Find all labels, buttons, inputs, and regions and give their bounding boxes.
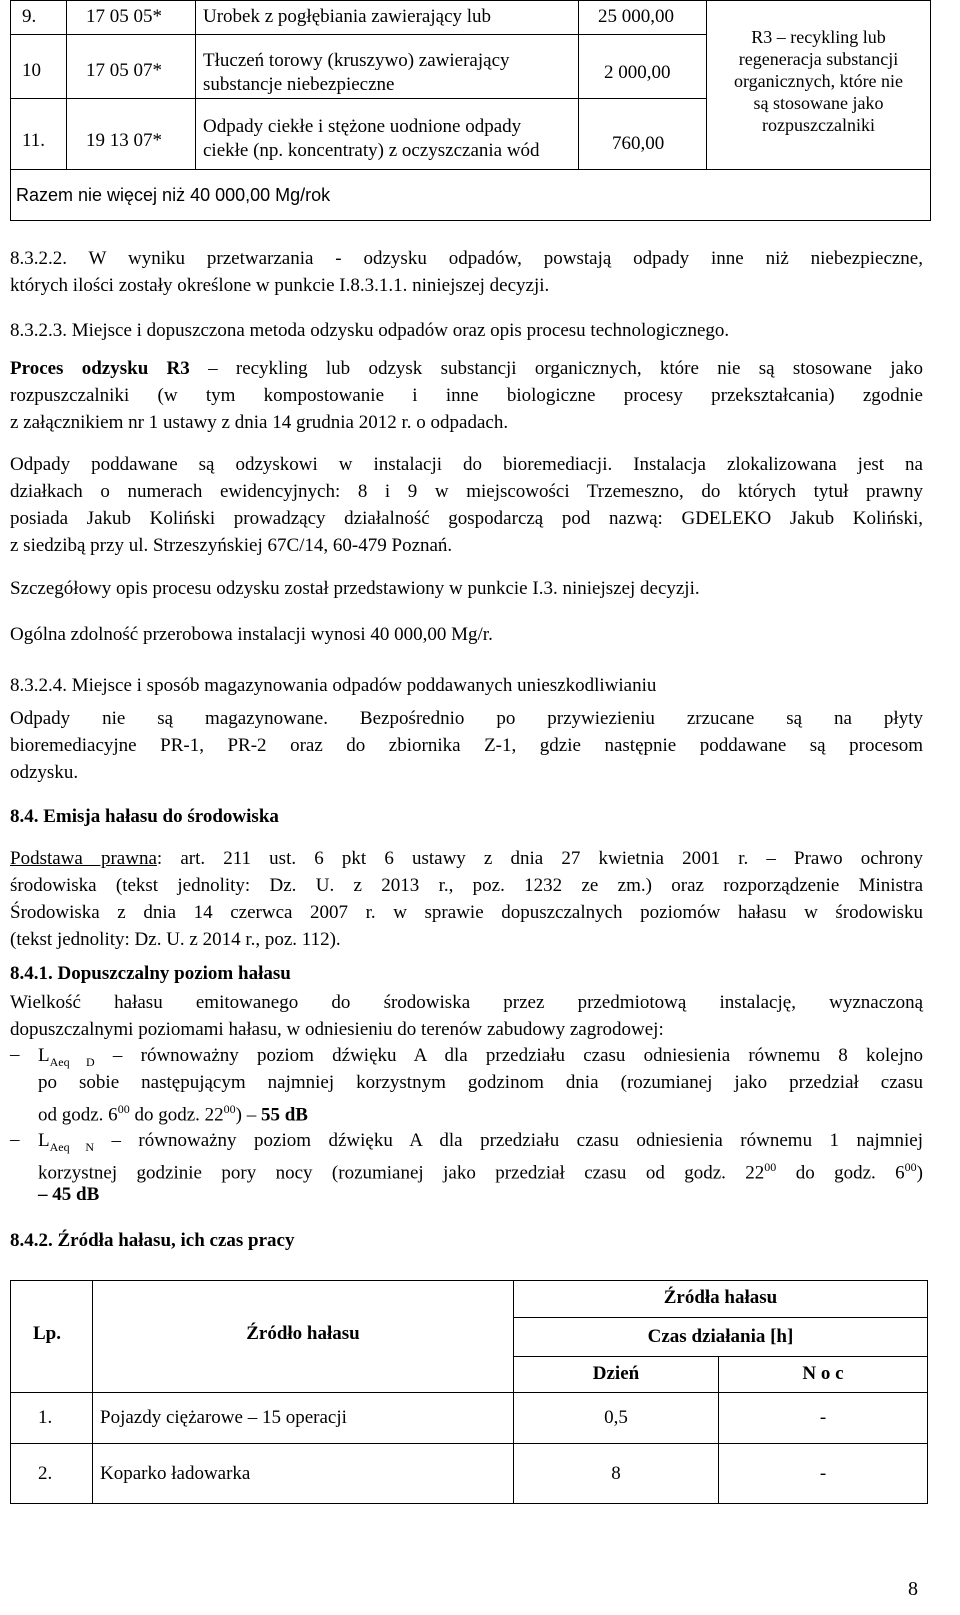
table-row-source: Pojazdy ciężarowe – 15 operacji (100, 1407, 347, 1428)
process-paragraph: Proces odzysku R3 – recykling lub odzysk substancji organicznych, które nie są stosowane jako rozpuszczalniki (w tym kompostowanie i inne biologiczne procesy przekształcania) zgodnie z załącznikiem nr 1 ustawy z dnia 14 grudnia 2012 r. o odpadach. (10, 358, 923, 433)
page-number: 8 (908, 1578, 918, 1600)
section-heading: 8.3.2.3. Miejsce i dopuszczona metoda odzysku odpadów oraz opis procesu technologicznego. (10, 320, 730, 341)
table-row-day: 8 (611, 1463, 621, 1484)
capacity-paragraph: Ogólna zdolność przerobowa instalacji wynosi 40 000,00 Mg/r. (10, 624, 493, 645)
section-heading: 8.4. Emisja hałasu do środowiska (10, 806, 279, 827)
list-dash: – (10, 1129, 20, 1150)
table-row-code: 17 05 05* (86, 6, 162, 27)
table-row-lp: 2. (38, 1463, 53, 1484)
noise-limit-day: $L_{Aeq D}$ – równoważny poziom dźwięku A dla przedziału czasu odniesienia równemu 8 kolejno po sobie następującym najmniej korzystnym godzinom dnia (rozumianej jako przedział czasu od godz. $6^{00}$ do godz. $22^{00}) - 55$ dB (38, 1045, 923, 1126)
table-row-name: ciekłe (np. koncentraty) z oczyszczania wód (203, 140, 540, 161)
table-header-source: Źródło hałasu (246, 1323, 360, 1344)
section-8322: 8.3.2.2. W wyniku przetwarzania - odzysku odpadów, powstają odpady inne niż niebezpieczne, których ilości zostały określone w punkcie I.8.3.1.1. niniejszej decyzji. (10, 248, 923, 296)
table-row-name: Urobek z pogłębiania zawierający lub (203, 6, 492, 27)
table-row-amount: 2 000,00 (604, 62, 671, 83)
table-row-name: Tłuczeń torowy (kruszywo) zawierający (203, 50, 510, 71)
recovery-method-cell: R3 – recykling lub regeneracja substancji organicznych, które nie są stosowane jako rozpuszczalniki (733, 27, 904, 135)
table-row-lp: 10 (22, 60, 41, 81)
table-row-code: 19 13 07* (86, 130, 162, 151)
detail-paragraph: Szczegółowy opis procesu odzysku został przedstawiony w punkcie I.3. niniejszej decyzji. (10, 578, 700, 599)
table-header-night: N o c (802, 1363, 844, 1384)
noise-limit-night: $L_{Aeq N}$ – równoważny poziom dźwięku A dla przedziału czasu odniesienia równemu 1 najmniej korzystnej godzinie pory nocy (rozumianej jako przedział czasu od godz. $22^{00}$ do godz. $6^{00}$) – 45 dB (38, 1130, 923, 1205)
installation-paragraph: Odpady poddawane są odzyskowi w instalacji do bioremediacji. Instalacja zlokalizowana jest na działkach o numerach ewidencyjnych: 8 i 9 w miejscowości Trzemeszno, do których tytuł prawny posiada Jakub Koliński prowadzący działalność gospodarczą pod nazwą: GDELEKO Jakub Koliński, z siedzibą przy ul. Strzeszyńskiej 67C/14, 60-479 Poznań. (10, 454, 923, 556)
table-header-group: Źródła hałasu (663, 1287, 778, 1308)
section-heading: 8.4.2. Źródła hałasu, ich czas pracy (10, 1230, 295, 1251)
table-header-day: Dzień (592, 1363, 640, 1384)
table-row-lp: 11. (22, 130, 46, 151)
list-dash: – (10, 1044, 20, 1065)
table-row-source: Koparko ładowarka (100, 1463, 251, 1484)
table-row-day: 0,5 (604, 1407, 628, 1428)
total-amount: Razem nie więcej niż 40 000,00 Mg/rok (16, 185, 331, 205)
table-row-lp: 1. (38, 1407, 53, 1428)
table-row-code: 17 05 07* (86, 60, 162, 81)
table-row-amount: 25 000,00 (598, 6, 674, 27)
legal-basis-paragraph: Podstawa prawna: art. 211 ust. 6 pkt 6 ustawy z dnia 27 kwietnia 2001 r. – Prawo ochrony środowiska (tekst jednolity: Dz. U. z 2013 r., poz. 1232 ze zm.) oraz rozporządzenie Ministra Środowiska z dnia 14 czerwca 2007 r. w sprawie dopuszczalnych poziomów hałasu w środowisku (tekst jednolity: Dz. U. z 2014 r., poz. 112). (10, 848, 923, 950)
table-header-lp: Lp. (33, 1323, 61, 1344)
section-heading: 8.4.1. Dopuszczalny poziom hałasu (10, 963, 291, 984)
noise-intro: Wielkość hałasu emitowanego do środowiska przez przedmiotową instalację, wyznaczoną dopuszczalnymi poziomami hałasu, w odniesieniu do terenów zabudowy zagrodowej: (10, 992, 923, 1040)
table-row-name: substancje niebezpieczne (203, 74, 395, 95)
table-row-amount: 760,00 (612, 133, 665, 154)
section-heading: 8.3.2.4. Miejsce i sposób magazynowania odpadów poddawanych unieszkodliwianiu (10, 675, 657, 696)
table-header-time: Czas działania [h] (647, 1326, 794, 1347)
table-row-night: - (819, 1407, 827, 1428)
table-row-name: Odpady ciekłe i stężone uodnione odpady (203, 116, 522, 137)
table-row-lp: 9. (22, 6, 37, 27)
table-row-night: - (819, 1463, 827, 1484)
storage-paragraph: Odpady nie są magazynowane. Bezpośrednio po przywiezieniu zrzucane są na płyty bioremediacyjne PR-1, PR-2 oraz do zbiornika Z-1, gdzie następnie poddawane są procesom odzysku. (10, 708, 923, 783)
